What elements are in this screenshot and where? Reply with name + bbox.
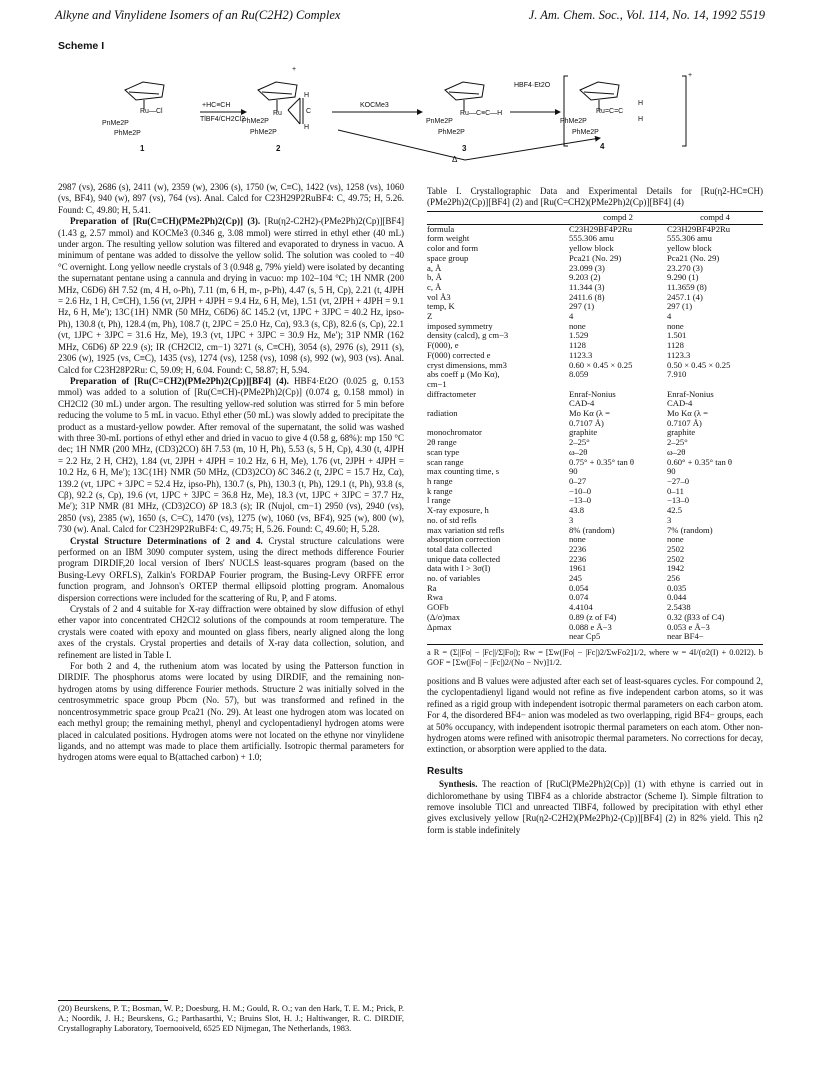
table-cell-param: F(000), e xyxy=(427,340,459,351)
table-row xyxy=(427,390,763,400)
table-cell-compd4: 0.053 e Å−3 xyxy=(667,621,710,632)
c2-plus: + xyxy=(292,66,297,73)
table-cell-compd2: 4.4104 xyxy=(569,602,593,613)
paragraph-synthesis xyxy=(427,779,763,836)
table-row xyxy=(427,487,763,497)
cp-ring-4 xyxy=(580,82,619,100)
table-cell-param: h range xyxy=(427,475,453,486)
table-row xyxy=(427,467,763,477)
table-cell-compd4: 0.044 xyxy=(667,592,687,603)
table-cell-compd2: 0–27 xyxy=(569,475,587,486)
table-cell-compd2: 0.074 xyxy=(569,592,589,603)
c4-h2: H xyxy=(638,116,644,123)
paragraph-prep-3 xyxy=(58,216,404,376)
table-cell-compd2: 0.60 × 0.45 × 0.25 xyxy=(569,359,633,370)
table-row xyxy=(427,584,763,594)
table-row xyxy=(427,506,763,516)
table-cell-param: a, Å xyxy=(427,262,442,273)
table-footnote: a R = (Σ||Fo| − |Fc||/Σ|Fo|); Rw = [Σw(|Fo| − |Fc|)2/ΣwFo2]1/2, where w = 4I/(σ2(I) + 0.02I2). b GOF = [Σw(|Fo| − |Fc|)2/(No − Nv)]1/2. xyxy=(427,647,763,667)
footnote-20: (20) Beurskens, P. T.; Bosman, W. P.; Doesburg, H. M.; Gould, R. O.; van den Hark, T. E. M.; Prick, P. A.; Noordik, J. H.; Beurskens, G.; Parthasarthi, V.; Bruins Slot, H. J.; Haltiwanger, R. C. DIRDIF, Crystallography Laboratory, Toernooiveld, 6525 ED Nijmegan, The Netherlands, 1983. xyxy=(58,1004,404,1033)
table-cell-compd4: CAD-4 xyxy=(667,398,693,409)
heading-crystal: Crystal Structure Determinations of 2 and 4. xyxy=(70,535,263,546)
table-cell-param: color and form xyxy=(427,243,479,254)
table-col-compd4: compd 4 xyxy=(667,212,763,225)
table-cell-param: Z xyxy=(427,311,433,322)
table-cell-param: density (calcd), g cm−3 xyxy=(427,330,509,341)
table-row xyxy=(427,593,763,603)
table-cell-compd4: C23H29BF4P2Ru xyxy=(667,223,731,234)
arrow1-reagent: +HC≡CH xyxy=(202,102,231,109)
table-cell-param: diffractometer xyxy=(427,388,476,399)
heading-synthesis: Synthesis. xyxy=(439,779,478,790)
header-journal: J. Am. Chem. Soc., Vol. 114, No. 14, 1992 5519 xyxy=(528,8,765,22)
c3-ru: Ru—C≡C—H xyxy=(460,110,503,117)
table-cell-compd2: none xyxy=(569,534,586,545)
table-cell-compd2: 2–25° xyxy=(569,437,590,448)
c4-plus: + xyxy=(688,72,693,79)
header-title: Alkyne and Vinylidene Isomers of an Ru(C2H2) Complex xyxy=(55,8,341,22)
table-cell-compd4: 90 xyxy=(667,466,676,477)
paragraph-crystal xyxy=(58,536,404,604)
table-cell-compd2: Pca21 (No. 29) xyxy=(569,252,622,263)
table-cell-param: no. of std refls xyxy=(427,514,477,525)
table-cell-compd2: Mo Kα (λ = xyxy=(569,408,610,419)
cp-ring-1 xyxy=(125,82,164,100)
left-column xyxy=(58,182,404,764)
table-caption: Table I. Crystallographic Data and Experimental Details for [Ru(η2-HC≡CH)(PMe2Ph)2(Cp)][BF4] (2) and [Ru(C=CH2)(PMe2Ph)2(Cp)][BF4] (4) xyxy=(427,186,763,207)
table-cell-param: F(000) corrected e xyxy=(427,349,491,360)
table-row xyxy=(427,438,763,448)
table-cell-compd2: none xyxy=(569,320,586,331)
table-cell-param: formula xyxy=(427,223,455,234)
paragraph-refinement: positions and B values were adjusted after each set of least-squares cycles. For compound 2, the cyclopentadienyl ligand would not refine as five independent carbon atoms, so it was refined as a rigid group with independent isotropic thermal parameters on each carbon atom. For 4, the disordered BF4− anion was modeled as two overlapping, rigid BF4− groups, each at 50% occupancy, with independent isotropic thermal parameters on each atom. Other non-hydrogen atoms were refined with anisotropic thermal parameters. No corrections for decay, extinction, or absorption were applied to the data. xyxy=(427,675,763,755)
c3-ligand-1: PnMe2P xyxy=(426,118,453,125)
table-cell-param: space group xyxy=(427,252,469,263)
table-cell-compd4: Mo Kα (λ = xyxy=(667,408,708,419)
scheme-title: Scheme I xyxy=(58,40,105,52)
table-cell-compd4: 2.5438 xyxy=(667,602,691,613)
table-cell-compd2: 23.099 (3) xyxy=(569,262,605,273)
compound-number-1: 1 xyxy=(140,144,145,153)
table-cell-compd4: 4 xyxy=(667,311,672,322)
crystal-data-table xyxy=(427,211,763,645)
c2-ligand-2: PhMe2P xyxy=(250,129,277,136)
table-cell-compd2: 43.8 xyxy=(569,505,585,516)
c2-ligand-1: PhMe2P xyxy=(242,118,269,125)
table-cell-compd4: ω–2θ xyxy=(667,446,686,457)
footnote-rule xyxy=(58,1000,168,1001)
table-cell-compd4: 11.3659 (8) xyxy=(667,281,707,292)
table-cell-param: no. of variables xyxy=(427,573,481,584)
scheme-figure xyxy=(60,52,760,170)
right-column xyxy=(427,186,763,836)
table-cell-compd4: graphite xyxy=(667,427,696,438)
c2-h2: H xyxy=(304,124,310,131)
table-cell-compd4: 2457.1 (4) xyxy=(667,291,703,302)
table-cell-param: scan range xyxy=(427,456,464,467)
table-cell-compd4: −13–0 xyxy=(667,495,690,506)
compound-number-4: 4 xyxy=(600,142,605,151)
table-cell-param: (Δ/σ)max xyxy=(427,611,461,622)
table-cell-compd2: 555.306 amu xyxy=(569,233,614,244)
table-cell-param: b, Å xyxy=(427,272,442,283)
table-cell-param: unique data collected xyxy=(427,553,501,564)
table-cell-compd4: none xyxy=(667,320,684,331)
paragraph-structure-solution: For both 2 and 4, the ruthenium atom was located by using the Patterson function in DIRDIF. The phosphorus atoms were located by using DIRDIF, and the remaining non-hydrogen atoms by using difference Fourier methods. Structure 2 was initially solved in the centrosymmetric space group Pbcm (No. 57), but was transformed and refined in the noncentrosymmetric space group Pca21 (No. 29). At least one hydrogen atom was located on each methyl group; the remaining methyl, phenyl and cyclopentadienyl hydrogen atoms were placed in calculated positions. Hydrogen atoms were not located on the ethyne nor vinylidene ligands, and no attempt was made to place them artificially. Isotropic thermal parameters for hydrogen atoms were equal to B(attached carbon) + 1.0; xyxy=(58,661,404,763)
table-cell-compd4: none xyxy=(667,534,684,545)
arrow1-conditions: TlBF4/CH2Cl2 xyxy=(200,116,246,123)
table-cell-compd2: 9.203 (2) xyxy=(569,272,601,283)
table-cell-compd4: Pca21 (No. 29) xyxy=(667,252,720,263)
table-cell-param: vol Å3 xyxy=(427,291,451,302)
text-prep-4: HBF4·Et2O (0.025 g, 0.153 mmol) was added to a solution of [Ru(C≡CH)-(PMe2Ph)2(Cp)] (0.074 g, 0.158 mmol) in CH2Cl2 (30 mL) under argon. The resulting yellow-red solution was stirred for 5 min before reducing the volume to 5 mL in vacuo. Ethyl ether (50 mL) was slowly added to precipitate the product as a mustard-yellow powder. After removal of the supernatant, the solid was washed with three 30-mL portions of ethyl ether and dried in vacuo to give 4 (0.58 g, 68%): mp 150 °C dec; 1H NMR (200 MHz, (CD3)2CO) δH 7.53 (m, 10 H, Ph), 5.53 (s, 5 H, Cp), 4.30 (t, 4JPH = 2.2 Hz, 2 H, CH2), 1.84 (vt, 2JPH + 4JPH = 10.2 Hz, 6 H, Me), 1.76 (vt, 2JPH + 4JPH = 10.2 Hz, 6 H, Me′); 13C{1H} NMR (50 MHz, (CD3)2CO) δC 346.2 (t, 2JPC = 15.7 Hz, Cα), 139.2 (vt, 1JPC + 3JPC = 52.4 Hz, ipso-Ph), 130.7 (s, Ph), 130.3 (t, Ph), 129.1 (t, Ph), 93.8 (s, Cβ), 92.2 (s, Cp), 19.6 (vt, 1JPC + 3JPC = 36.8 Hz, Me), 18.3 (vt, 1JPC + 3JPC = 37.7 Hz, Me′); 31P NMR (81 MHz, (CD3)2CO) δP 18.3 (s); IR (Nujol, cm−1) 2950 (vs), 2940 (vs), 2850 (vs), 2385 (w), 1650 (s, C=C), 1470 (vs), 1275 (w), 1060 (vs, BF4), 925 (w), 800 (w), 730 (w). Anal. Calcd for C23H29P2RuBF4: C, 49.75; H, 5.26. Found: C, 49.60; H, 5.28. xyxy=(58,375,404,535)
table-cell-param: imposed symmetry xyxy=(427,320,493,331)
table-cell-compd2: 245 xyxy=(569,573,582,584)
cp-ring-2 xyxy=(258,82,297,100)
c4-h1: H xyxy=(638,100,644,107)
table-cell-compd2: −13–0 xyxy=(569,495,592,506)
table-cell-compd2: 3 xyxy=(569,514,574,525)
table-cell-compd4: Enraf-Nonius xyxy=(667,388,714,399)
table-cell-compd2: 8% (random) xyxy=(569,524,615,535)
table-cell-compd2: 8.059 xyxy=(569,369,589,380)
table-cell-compd4: 7.910 xyxy=(667,369,687,380)
c4-ligand-1: PhMe2P xyxy=(560,118,587,125)
table-cell-param: total data collected xyxy=(427,543,492,554)
cp-ring-3 xyxy=(445,82,484,100)
table-row xyxy=(427,477,763,487)
table-cell-param: data with I > 3σ(I) xyxy=(427,563,491,574)
table-header-row xyxy=(427,212,763,225)
table-cell-compd4: 0.7107 Å) xyxy=(667,417,702,428)
table-cell-compd2: 2411.6 (8) xyxy=(569,291,605,302)
c1-rucl: Ru—Cl xyxy=(140,108,163,115)
compound-number-2: 2 xyxy=(276,144,281,153)
c2-h1: H xyxy=(304,92,310,99)
table-cell-param: scan type xyxy=(427,446,460,457)
delta-label: Δ xyxy=(452,155,458,164)
running-header xyxy=(55,8,765,26)
text-synthesis: The reaction of [RuCl(PMe2Ph)2(Cp)] (1) with ethyne is carried out in dichloromethane by using TlBF4 as a chloride abstractor (Scheme I). Simple filtration to remove insoluble TlCl and unreacted TlBF4, followed by precipitation with ethyl ether gives exclusively yellow [Ru(η2-C2H2)(PMe2Ph)2-(Cp)][BF4] (2) in 82% yield. This η2 form is stable indefinitely xyxy=(427,779,763,835)
table-cell-compd4: 0.32 (β33 of C4) xyxy=(667,611,725,622)
table-cell-compd2: near Cp5 xyxy=(569,632,667,644)
results-heading: Results xyxy=(427,765,464,777)
c3-ligand-2: PhMe2P xyxy=(438,129,465,136)
table-cell-param: monochromator xyxy=(427,427,482,438)
table-cell-compd2: 1123.3 xyxy=(569,349,593,360)
table-cell-param: c, Å xyxy=(427,281,442,292)
table-cell-compd2: 2236 xyxy=(569,553,587,564)
table-cell-compd4: 1123.3 xyxy=(667,349,691,360)
table-row xyxy=(427,428,763,438)
table-col-compd2: compd 2 xyxy=(569,212,667,225)
table-cell-compd4: 297 (1) xyxy=(667,301,693,312)
table-cell-compd2: 4 xyxy=(569,311,574,322)
table-cell-param: k range xyxy=(427,485,453,496)
c2-ru: Ru xyxy=(273,110,282,117)
table-cell-compd2: C23H29BF4P2Ru xyxy=(569,223,633,234)
table-row xyxy=(427,302,763,312)
table-cell-compd2: 1128 xyxy=(569,340,586,351)
table-cell-param: absorption correction xyxy=(427,534,501,545)
table-cell-param: Rwa xyxy=(427,592,443,603)
table-row xyxy=(427,293,763,303)
table-cell-compd4: 0.60° + 0.35° tan θ xyxy=(667,456,733,467)
table-cell-param: Ra xyxy=(427,582,437,593)
scheme-drawing xyxy=(60,52,760,170)
heading-prep-4: Preparation of [Ru(C=CH2)(PMe2Ph)2(Cp)][BF4] (4). xyxy=(70,375,289,386)
table-cell-param: l range xyxy=(427,495,451,506)
table-cell-compd2: 90 xyxy=(569,466,578,477)
arrow2-reagent: KOCMe3 xyxy=(360,102,389,109)
c1-ligand-2: PhMe2P xyxy=(114,130,141,137)
table-cell-compd2: −10–0 xyxy=(569,485,592,496)
table-cell-compd4: 2502 xyxy=(667,553,685,564)
table-cell-compd4: 3 xyxy=(667,514,672,525)
table-cell-compd2: graphite xyxy=(569,427,598,438)
table-cell-compd4: 23.270 (3) xyxy=(667,262,703,273)
c4-ligand-2: PhMe2P xyxy=(572,129,599,136)
paragraph-crystals-growth: Crystals of 2 and 4 suitable for X-ray diffraction were obtained by slow diffusion of ethyl ether vapor into concentrated CH2Cl2 solutions of the compounds at room temperature. The crystals were coated with epoxy and mounted on glass fibers, nearly aligned along the long axes of the crystals. Crystal properties and details of X-ray data collection, solution, and refinement are listed in Table I. xyxy=(58,604,404,660)
table-cell-compd2: 0.054 xyxy=(569,582,589,593)
table-cell-param: cryst dimensions, mm3 xyxy=(427,359,507,370)
table-cell-compd4: 9.290 (1) xyxy=(667,272,699,283)
table-row xyxy=(427,370,763,380)
table-cell-compd2: Enraf-Nonius xyxy=(569,388,616,399)
c2-carbon: C xyxy=(306,108,312,115)
table-cell-compd2: 11.344 (3) xyxy=(569,281,605,292)
table-cell-compd4: 555.306 amu xyxy=(667,233,712,244)
table-row xyxy=(427,632,763,644)
table-cell-compd2: 0.75° + 0.35° tan θ xyxy=(569,456,635,467)
table-cell-param: GOFb xyxy=(427,602,449,613)
table-cell-param: temp, K xyxy=(427,301,455,312)
table-cell-compd2: 0.088 e Å−3 xyxy=(569,621,612,632)
table-cell-param: X-ray exposure, h xyxy=(427,505,489,516)
table-row xyxy=(427,574,763,584)
table-row xyxy=(427,331,763,341)
table-cell-compd4: −27–0 xyxy=(667,475,690,486)
table-cell-param: max variation std refls xyxy=(427,524,505,535)
table-cell-compd2: 0.7107 Å) xyxy=(569,417,604,428)
table-cell-compd2: 1.529 xyxy=(569,330,589,341)
table-cell-param: Δρmax xyxy=(427,621,452,632)
table-cell-compd4: 0.50 × 0.45 × 0.25 xyxy=(667,359,731,370)
table-cell-param: 2θ range xyxy=(427,437,457,448)
table-cell-compd4: 256 xyxy=(667,573,680,584)
table-cell-param xyxy=(427,632,569,644)
table-cell-compd4: 1.501 xyxy=(667,330,687,341)
table-cell-compd2: CAD-4 xyxy=(569,398,595,409)
table-cell-param: abs coeff μ (Mo Kα), xyxy=(427,369,500,380)
compound-number-3: 3 xyxy=(462,144,467,153)
table-cell-compd4: 2502 xyxy=(667,543,685,554)
table-cell-compd4: 42.5 xyxy=(667,505,683,516)
paragraph-prep-4 xyxy=(58,376,404,536)
table-cell-compd2: 297 (1) xyxy=(569,301,595,312)
table-cell-param: form weight xyxy=(427,233,470,244)
paragraph-ir-data: 2987 (vs), 2686 (s), 2411 (w), 2359 (w), 2306 (s), 1750 (w, C≡C), 1422 (vs), 1258 (vs), 1060 (vs, BF4), 940 (w), 897 (vs), 764 (vs). Anal. Calcd for C23H29P2RuBF4: C, 49.75; H, 5.26. Found: C, 49.80; H, 5.41. xyxy=(58,182,404,215)
table-cell-param: cm−1 xyxy=(427,378,447,389)
arrow3-reagent: HBF4·Et2O xyxy=(514,82,551,89)
text-crystal: Crystal structure calculations were performed on an IBM 3090 computer system, using the direct methods difference Fourier program DIRDIF,20 local version of Ibers' NUCLS least-squares program (based on the Busing-Levy ORFLS), Zalkin's FORDAP Fourier program, the Busing-Levy ORFFE error function program, and Johnson's ORTEP thermal ellipsoid plotting program. Anomalous dispersion corrections were included for the scattering of Ru, P, and F atoms. xyxy=(58,535,404,603)
table-cell-compd4: 0–11 xyxy=(667,485,684,496)
heading-prep-3: Preparation of [Ru(C≡CH)(PMe2Ph)2(Cp)] (3). xyxy=(70,216,261,227)
table-cell-compd4: 1128 xyxy=(667,340,684,351)
table-cell-compd2: 0.89 (z of F4) xyxy=(569,611,617,622)
table-cell-compd4: 2–25° xyxy=(667,437,688,448)
table-cell-compd4: yellow block xyxy=(667,243,712,254)
table-cell-compd2: ω–2θ xyxy=(569,446,588,457)
table-cell-compd4: 7% (random) xyxy=(667,524,713,535)
table-cell-compd4: near BF4− xyxy=(667,632,763,644)
table-cell-compd2: yellow block xyxy=(569,243,614,254)
table-cell-compd4: 1942 xyxy=(667,563,685,574)
text-prep-3: [Ru(η2-C2H2)-(PMe2Ph)2(Cp)][BF4] (1.43 g, 2.57 mmol) and KOCMe3 (0.346 g, 3.08 mmol) were stirred in ethyl ether (40 mL) under argon. The resulting yellow solution was filtered and evaporated to dryness in vacuo. A minimum of pentane was added to dissolve the yellow solid. The solution was cooled to −40 °C overnight. Long yellow needle crystals of 3 (0.948 g, 79% yield) were isolated by decanting the supernatant pentane using a cannula and drying in vacuo: mp 102–104 °C; 1H NMR (200 MHz, C6D6) δH 7.52 (m, 4 H, o-Ph), 7.11 (m, 6 H, m-, p-Ph), 4.47 (s, 5 H, Cp), 2.21 (t, 4JPH = 2.6 Hz, 1 H, C≡CH), 1.56 (vt, 2JPH + 4JPH = 9.4 Hz, 6 H, Me), 1.51 (vt, 2JPH + 4JPH = 9.1 Hz, 6 H, Me′); 13C{1H} NMR (50 MHz, C6D6) δC 145.2 (vt, 1JPC + 3JPC = 40.2 Hz, ipso-Ph), 130.8 (t, Ph), 128.4 (m, Ph), 108.7 (t, 2JPC = 25.0 Hz, Cα), 93.3 (s, Cβ), 82.6 (s, Cp), 22.1 (vt, 1JPC + 3JPC = 31.6 Hz, Me), 19.3 (vt, 1JPC + 3JPC = 30.9 Hz, Me′); 31P NMR (162 MHz, C6D6) δP 22.9 (s); IR (CH2Cl2, cm−1) 3271 (s, C≡CH), 3054 (s), 2976 (s), 2911 (s), 2306 (w), 1925 (vs, C≡C), 1435 (vs), 1274 (vs), 1258 (vs), 1098 (s), 992 (w), 903 (vs). Anal. Calcd for C23H28P2Ru: C, 59.09; H, 6.04. Found: C, 58.87; H, 5.94. xyxy=(58,216,404,375)
table-cell-param: max counting time, s xyxy=(427,466,500,477)
table-cell-param: radiation xyxy=(427,408,458,419)
table-cell-compd2: 1961 xyxy=(569,563,587,574)
c4-ru: Ru=C=C xyxy=(596,108,624,115)
table-cell-compd4: 0.035 xyxy=(667,582,687,593)
table-cell-compd2: 2236 xyxy=(569,543,587,554)
c1-ligand-1: PnMe2P xyxy=(102,120,129,127)
